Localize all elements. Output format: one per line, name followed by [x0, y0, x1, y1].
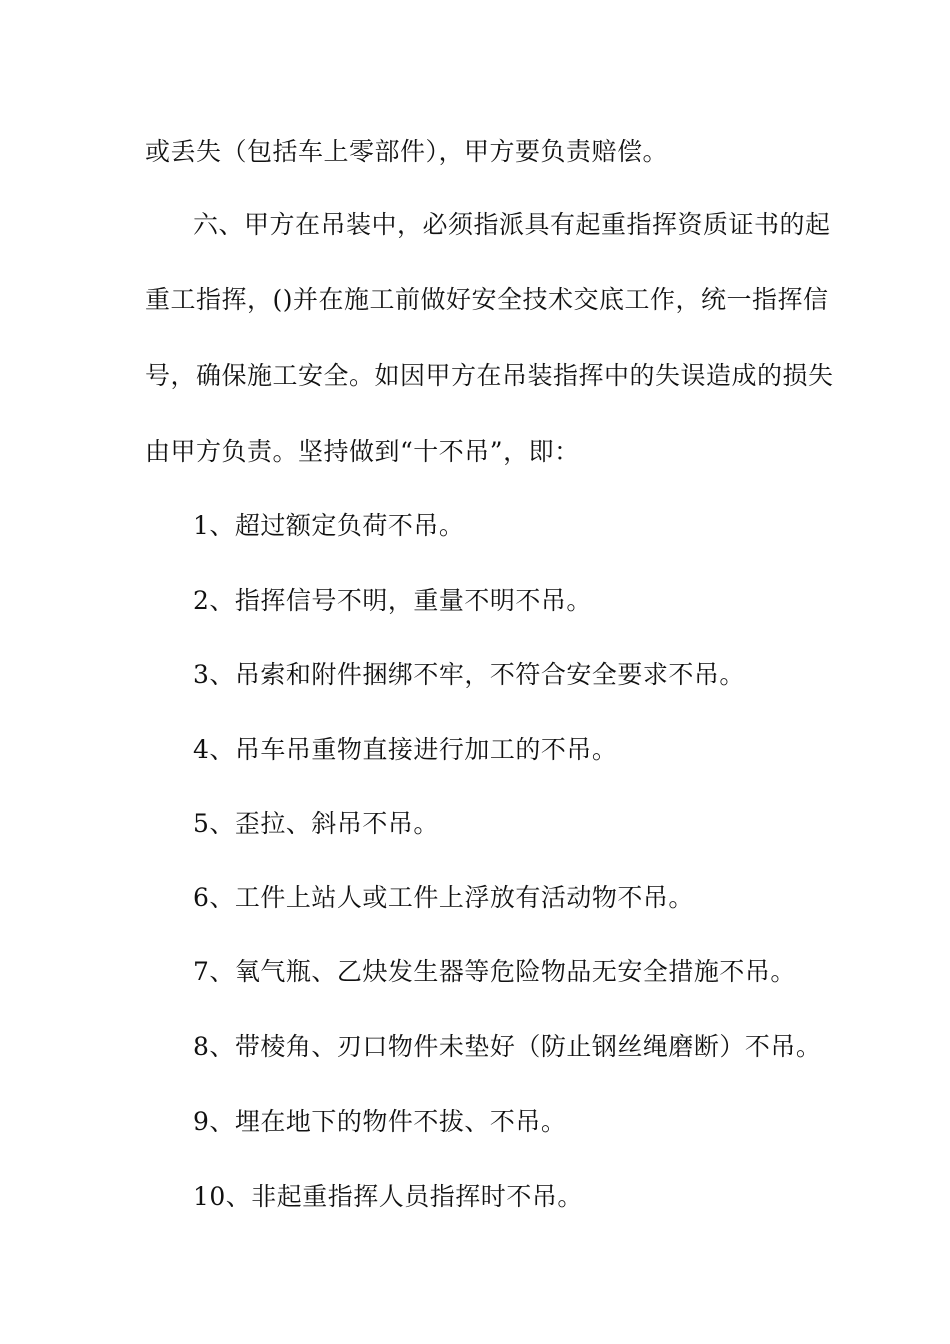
- rule-item: 1、超过额定负荷不吊。: [193, 511, 465, 540]
- rule-item: 10、非起重指挥人员指挥时不吊。: [193, 1182, 583, 1211]
- section-six-line-4: 由甲方负责。坚持做到“十不吊”，即：: [145, 437, 580, 466]
- section-six-line-1: 六、甲方在吊装中，必须指派具有起重指挥资质证书的起: [193, 210, 831, 239]
- rule-item: 2、指挥信号不明，重量不明不吊。: [193, 586, 592, 615]
- rule-item: 7、氧气瓶、乙炔发生器等危险物品无安全措施不吊。: [193, 957, 796, 986]
- rule-item: 5、歪拉、斜吊不吊。: [193, 809, 439, 838]
- paragraph-tail: 或丢失（包括车上零部件），甲方要负责赔偿。: [145, 137, 669, 166]
- rule-item: 9、埋在地下的物件不拔、不吊。: [193, 1107, 567, 1136]
- rule-item: 3、吊索和附件捆绑不牢，不符合安全要求不吊。: [193, 660, 745, 689]
- rule-item: 6、工件上站人或工件上浮放有活动物不吊。: [193, 883, 694, 912]
- rule-item: 4、吊车吊重物直接进行加工的不吊。: [193, 735, 618, 764]
- section-six-line-3: 号，确保施工安全。如因甲方在吊装指挥中的失误造成的损失: [145, 361, 834, 390]
- section-six-line-2: 重工指挥，()并在施工前做好安全技术交底工作，统一指挥信: [145, 285, 829, 314]
- rule-item: 8、带棱角、刃口物件未垫好（防止钢丝绳磨断）不吊。: [193, 1032, 822, 1061]
